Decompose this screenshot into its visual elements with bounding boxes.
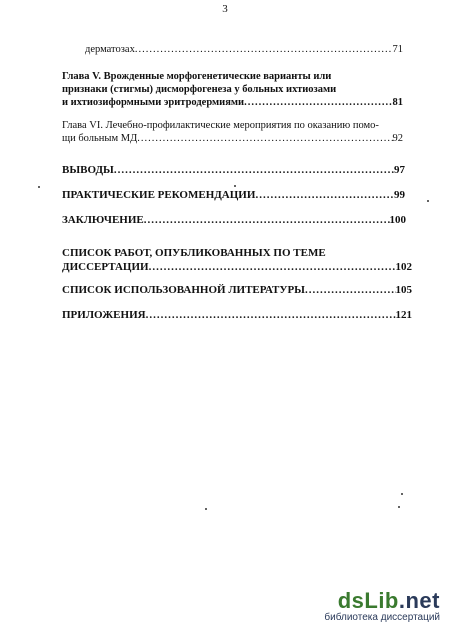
toc-entry-practical-recommendations[interactable]	[62, 189, 405, 202]
toc-entry-publications-line2[interactable]	[62, 261, 412, 274]
scan-speck	[205, 508, 207, 510]
toc-entry-chapter6-line1[interactable]: Глава VI. Лечебно-профилактические мероприятия по оказанию помо-	[62, 120, 379, 131]
toc-entry-conclusions[interactable]	[62, 164, 405, 177]
toc-entry-label: ЗАКЛЮЧЕНИЕ	[62, 214, 144, 226]
toc-entry-label: ПРАКТИЧЕСКИЕ РЕКОМЕНДАЦИИ	[62, 189, 256, 201]
toc-leader-dots	[135, 43, 393, 56]
toc-entry-chapter5-line2[interactable]: признаки (стигмы) дисморфогенеза у больных ихтиозами	[62, 84, 337, 95]
toc-entry-page: 81	[392, 97, 403, 108]
toc-entry-page: 121	[395, 309, 412, 321]
toc-entry-label: ДИССЕРТАЦИИ	[62, 261, 149, 273]
dslib-watermark	[280, 590, 440, 624]
toc-entry-label: дерматозах	[85, 44, 135, 55]
toc-entry-label: и ихтиозиформными эритродермиями	[62, 97, 245, 108]
toc-entry-references[interactable]	[62, 284, 412, 297]
toc-entry-page: 99	[394, 189, 405, 201]
toc-leader-dots	[144, 214, 390, 227]
scan-speck	[398, 506, 400, 508]
toc-entry-label: щи больным МД	[62, 133, 138, 144]
toc-leader-dots	[244, 96, 392, 109]
toc-entry-page: 71	[392, 44, 403, 55]
page-number: 3	[222, 3, 228, 15]
toc-entry-label: ВЫВОДЫ	[62, 164, 114, 176]
toc-leader-dots	[137, 132, 392, 145]
toc-entry-label: СПИСОК ИСПОЛЬЗОВАННОЙ ЛИТЕРАТУРЫ	[62, 284, 305, 296]
toc-entry-page: 105	[395, 284, 412, 296]
logo-text-part2: .net	[398, 588, 440, 613]
toc-leader-dots	[149, 261, 396, 274]
toc-entry-page: 97	[394, 164, 405, 176]
toc-entry-appendices[interactable]	[62, 309, 412, 322]
toc-entry-publications-line1[interactable]: СПИСОК РАБОТ, ОПУБЛИКОВАННЫХ ПО ТЕМЕ	[62, 247, 326, 259]
scan-speck	[427, 200, 429, 202]
dslib-logo	[280, 590, 440, 612]
toc-entry-page: 102	[395, 261, 412, 273]
toc-leader-dots	[146, 309, 396, 322]
toc-entry-label: ПРИЛОЖЕНИЯ	[62, 309, 146, 321]
logo-subtitle: библиотека диссертаций	[324, 612, 440, 623]
toc-entry-chapter5-line1[interactable]: Глава V. Врожденные морфогенетические варианты или	[62, 71, 332, 82]
toc-leader-dots	[305, 284, 396, 297]
toc-leader-dots	[255, 189, 394, 202]
scan-speck	[234, 185, 236, 187]
scan-speck	[38, 186, 40, 188]
toc-entry-dermatoses[interactable]	[85, 43, 403, 56]
toc-leader-dots	[114, 164, 394, 177]
toc-entry-chapter6-line2[interactable]	[62, 132, 403, 145]
toc-entry-page: 92	[392, 133, 403, 144]
logo-text-part1: dsLib	[337, 588, 399, 613]
toc-entry-page: 100	[389, 214, 406, 226]
scan-speck	[401, 493, 403, 495]
toc-entry-conclusion[interactable]	[62, 214, 406, 227]
toc-entry-chapter5-line3[interactable]	[62, 96, 403, 109]
